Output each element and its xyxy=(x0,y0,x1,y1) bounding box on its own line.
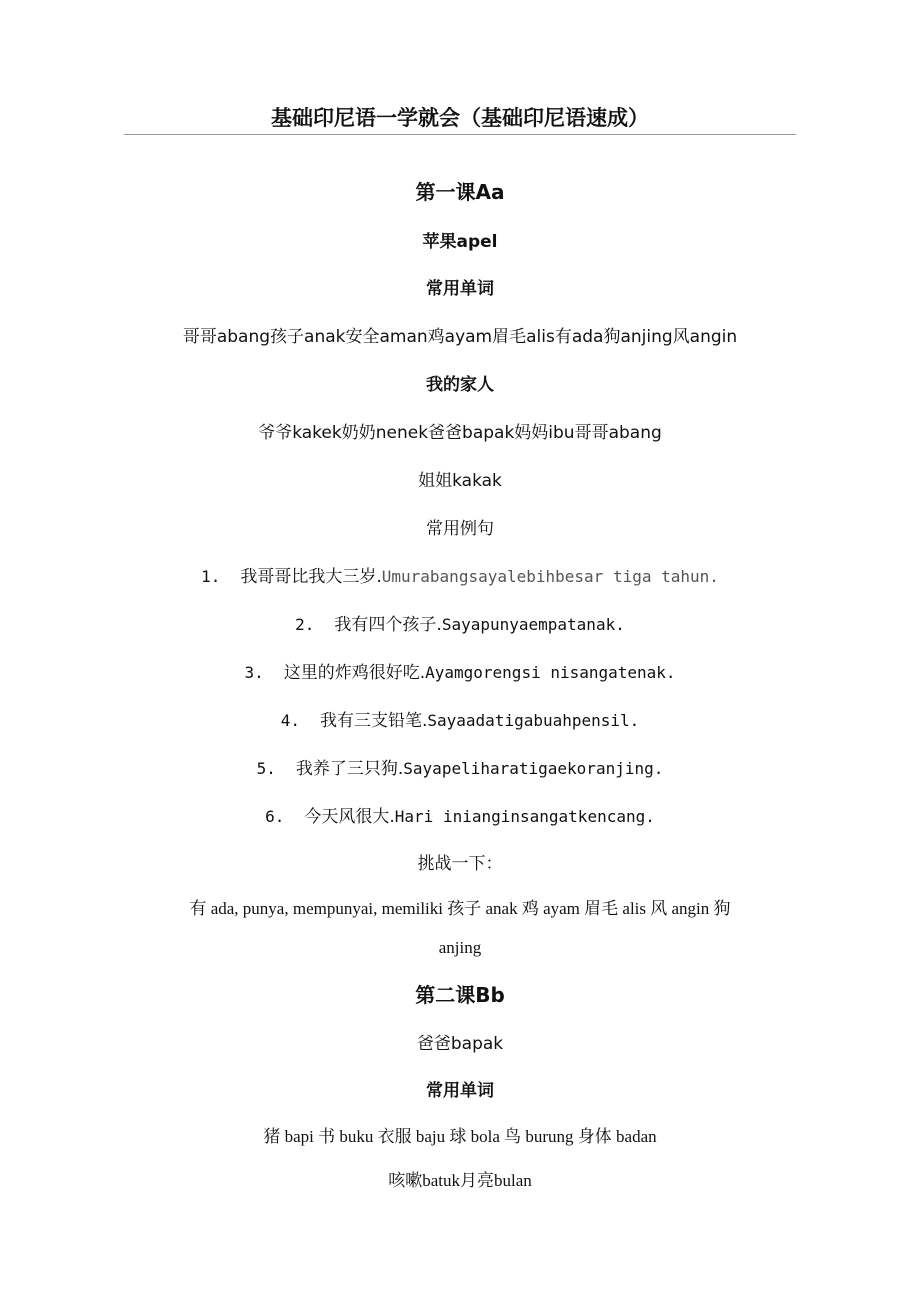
sentence-chinese: 这里的炸鸡很好吃. xyxy=(283,663,426,683)
lesson1-family-line: 爷爷kakek奶奶nenek爸爸bapak妈妈ibu哥哥abang xyxy=(258,423,662,443)
sentence-number: 5. xyxy=(256,759,276,778)
sentence-number: 3. xyxy=(244,663,264,682)
document-title: 基础印尼语一学就会（基础印尼语速成） xyxy=(271,106,649,130)
lesson1-family-line: 姐姐kakak xyxy=(418,471,502,491)
title-divider xyxy=(124,134,796,135)
lesson1-heading: 第一课Aa xyxy=(415,180,505,204)
sentence-chinese: 我养了三只狗. xyxy=(295,759,404,779)
sentence-number: 6. xyxy=(265,807,285,826)
lesson2-vocab-line: 猪 bapi 书 buku 衣服 baju 球 bola 鸟 burung 身体 badan xyxy=(263,1127,657,1146)
sentence-indonesian: Sayapeliharatigaekoranjing. xyxy=(403,759,664,778)
lesson2-example-word: 爸爸bapak xyxy=(416,1034,504,1054)
sentence-chinese: 我哥哥比我大三岁. xyxy=(240,567,382,587)
sentence-indonesian: Ayamgorengsi nisangatenak. xyxy=(425,663,676,682)
lesson1-sentences-heading: 常用例句 xyxy=(426,519,494,539)
lesson1-example-word: 苹果apel xyxy=(422,232,498,252)
lesson2-vocab-line: 咳嗽batuk月亮bulan xyxy=(388,1171,532,1190)
sentence-number: 2. xyxy=(295,615,315,634)
sentence-indonesian: Sayaadatigabuahpensil. xyxy=(427,711,640,730)
example-sentence xyxy=(0,706,920,731)
challenge-line: anjing xyxy=(438,938,482,957)
lesson2-heading: 第二课Bb xyxy=(415,983,505,1007)
sentence-chinese: 我有三支铅笔. xyxy=(319,711,428,731)
challenge-heading: 挑战一下： xyxy=(417,854,503,874)
lesson2-vocab-heading: 常用单词 xyxy=(426,1081,494,1101)
sentence-chinese: 我有四个孩子. xyxy=(334,615,442,635)
example-sentence xyxy=(0,802,920,827)
example-sentence xyxy=(0,754,920,779)
example-sentence xyxy=(0,658,920,683)
sentence-number: 1. xyxy=(201,567,221,586)
sentence-indonesian: Hari inianginsangatkencang. xyxy=(394,807,655,826)
challenge-line: 有 ada, punya, mempunyai, memiliki 孩子 anak 鸡 ayam 眉毛 alis 风 angin 狗 xyxy=(189,899,731,918)
example-sentence xyxy=(0,610,920,635)
sentence-number: 4. xyxy=(280,711,300,730)
lesson1-vocab-heading: 常用单词 xyxy=(426,279,494,299)
example-sentence xyxy=(0,562,920,587)
sentence-indonesian: Sayapunyaempatanak. xyxy=(441,615,625,634)
lesson1-family-heading: 我的家人 xyxy=(426,375,494,395)
lesson1-vocab-line: 哥哥abang孩子anak安全aman鸡ayam眉毛alis有ada狗anjing风angin xyxy=(182,327,738,347)
sentence-indonesian: Umurabangsayalebihbesar tiga tahun. xyxy=(381,567,719,586)
sentence-chinese: 今天风很大. xyxy=(304,807,395,827)
